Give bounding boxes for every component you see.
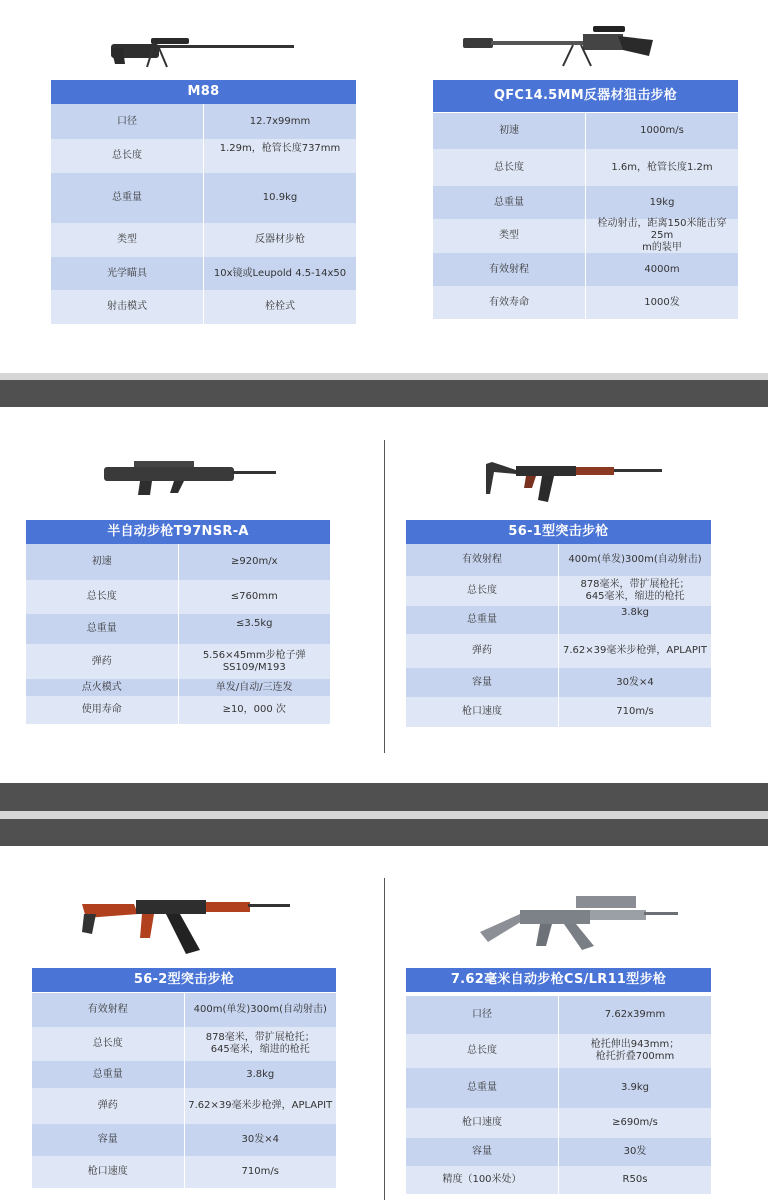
spec-label: 类型 <box>433 219 586 253</box>
table-row <box>32 1027 336 1061</box>
spec-label: 弹药 <box>26 644 179 679</box>
table-row <box>406 668 711 697</box>
table-row <box>51 104 356 139</box>
weapon-card-cs-lr11 <box>406 884 711 1194</box>
table-row <box>406 576 711 606</box>
spec-value: 710m/s <box>241 1166 279 1177</box>
spec-value: 栓动射击，距离150米能击穿25m m的装甲 <box>597 218 727 253</box>
section-divider-top-dark <box>0 380 768 407</box>
spec-label: 光学瞄具 <box>51 257 204 290</box>
spec-value: 栓栓式 <box>265 301 295 312</box>
spec-label: 总长度 <box>406 576 559 606</box>
table-row <box>433 149 738 186</box>
spec-label: 口径 <box>406 996 559 1034</box>
anti-material-rifle-image <box>463 26 653 70</box>
spec-label: 射击模式 <box>51 290 204 324</box>
card-title: 半自动步枪T97NSR-A <box>26 520 330 544</box>
section-divider-mid-dark-2 <box>0 819 768 846</box>
table-row <box>406 1108 711 1138</box>
table-row <box>406 544 711 576</box>
spec-value: 3.8kg <box>246 1068 275 1080</box>
spec-value: ≥690m/s <box>612 1117 658 1128</box>
table-row <box>26 544 330 580</box>
weapon-card-qfc145 <box>433 20 738 320</box>
spec-label: 总长度 <box>433 149 586 186</box>
spec-value: 1.6m，枪管长度1.2m <box>611 161 713 173</box>
spec-label: 总重量 <box>406 606 559 634</box>
spec-value: 单发/自动/三连发 <box>215 681 293 693</box>
weapon-card-56-1 <box>406 450 711 727</box>
spec-label: 有效寿命 <box>433 286 586 319</box>
table-row <box>32 1156 336 1188</box>
spec-value: 878毫米，带扩展枪托； 645毫米，缩进的枪托 <box>205 1032 315 1055</box>
spec-value: 10x镜或Leupold 4.5-14x50 <box>213 267 347 279</box>
spec-value: 反器材步枪 <box>255 234 305 245</box>
card-title: 56-1型突击步枪 <box>406 520 711 544</box>
spec-value: 400m(单发)300m(自动射击) <box>193 1004 327 1015</box>
spec-value: 30发 <box>623 1146 647 1157</box>
table-row <box>51 257 356 290</box>
weapon-card-t97nsr-a <box>26 455 330 727</box>
spec-label: 弹药 <box>406 634 559 668</box>
table-row <box>32 1124 336 1156</box>
card-title: QFC14.5MM反器材狙击步枪 <box>433 80 738 112</box>
table-row <box>32 993 336 1027</box>
section-divider-top-light <box>0 373 768 380</box>
table-row <box>433 253 738 286</box>
section-divider-mid-light <box>0 811 768 819</box>
spec-value: 878毫米，带扩展枪托； 645毫米，缩进的枪托 <box>580 579 690 602</box>
spec-label: 弹药 <box>32 1088 185 1124</box>
spec-label: 枪口速度 <box>32 1156 185 1188</box>
table-row <box>32 1061 336 1088</box>
spec-value: ≤760mm <box>230 591 278 602</box>
table-row <box>433 219 738 253</box>
semi-auto-rifle-image <box>104 457 276 497</box>
spec-value: 4000m <box>644 263 680 275</box>
column-divider <box>384 878 385 1200</box>
spec-value: 3.9kg <box>620 1082 650 1093</box>
table-row <box>51 173 356 223</box>
table-row <box>26 644 330 679</box>
spec-label: 总长度 <box>32 1027 185 1061</box>
spec-label: 总长度 <box>26 580 179 614</box>
table-row <box>51 290 356 324</box>
table-row <box>26 580 330 614</box>
spec-value: 12.7x99mm <box>249 115 311 127</box>
spec-label: 精度（100米处） <box>406 1166 559 1194</box>
table-row <box>406 634 711 668</box>
spec-value: ≥920m/x <box>231 556 278 567</box>
spec-value: 1000发 <box>644 296 680 308</box>
sniper-rifle-image <box>111 34 296 68</box>
spec-label: 类型 <box>51 223 204 257</box>
spec-value: 1.29m，枪管长度737mm <box>219 143 341 154</box>
card-title: 56-2型突击步枪 <box>32 968 336 992</box>
table-row <box>406 996 711 1034</box>
table-row <box>26 679 330 696</box>
table-row <box>406 606 711 634</box>
spec-label: 枪口速度 <box>406 697 559 727</box>
spec-value: 枪托伸出943mm； 枪托折叠700mm <box>590 1039 680 1062</box>
weapon-card-m88 <box>51 20 356 325</box>
table-row <box>51 139 356 173</box>
spec-value: 400m(单发)300m(自动射击) <box>568 554 702 565</box>
spec-label: 初速 <box>433 113 586 149</box>
spec-value: 10.9kg <box>262 192 298 203</box>
spec-label: 总重量 <box>406 1068 559 1108</box>
spec-label: 总重量 <box>51 173 204 223</box>
table-row <box>406 1138 711 1166</box>
table-row <box>433 286 738 319</box>
table-row <box>433 186 738 219</box>
spec-value: 710m/s <box>616 706 654 717</box>
table-row <box>32 1088 336 1124</box>
spec-value: R50s <box>622 1174 648 1185</box>
table-row <box>406 1068 711 1108</box>
cs-lr11-rifle-image <box>480 888 678 952</box>
spec-label: 初速 <box>26 544 179 580</box>
spec-label: 总长度 <box>51 139 204 173</box>
spec-value: 5.56×45mm步枪子弹SS109/M193 <box>202 649 306 673</box>
section-divider-mid-dark-1 <box>0 783 768 811</box>
spec-label: 总重量 <box>433 186 586 219</box>
table-row <box>406 1166 711 1194</box>
table-row <box>406 1034 711 1068</box>
card-title: 7.62毫米自动步枪CS/LR11型步枪 <box>406 968 711 992</box>
weapon-card-56-2 <box>32 880 336 1190</box>
spec-label: 容量 <box>406 668 559 697</box>
spec-label: 总重量 <box>32 1061 185 1088</box>
assault-rifle-56-1-image <box>486 454 666 506</box>
spec-value: 1000m/s <box>640 125 684 136</box>
spec-value: ≤3.5kg <box>236 618 273 629</box>
table-row <box>26 614 330 644</box>
spec-value: 3.8kg <box>620 607 650 618</box>
table-row <box>26 696 330 724</box>
spec-label: 容量 <box>406 1138 559 1166</box>
spec-label: 有效射程 <box>406 544 559 576</box>
spec-label: 容量 <box>32 1124 185 1156</box>
spec-value: 19kg <box>649 196 675 208</box>
spec-label: 总重量 <box>26 614 179 644</box>
spec-label: 口径 <box>51 104 204 139</box>
assault-rifle-56-2-image <box>82 884 292 956</box>
table-row <box>51 223 356 257</box>
spec-label: 枪口速度 <box>406 1108 559 1138</box>
spec-label: 有效射程 <box>32 993 185 1027</box>
spec-value: 7.62×39毫米步枪弹，APLAPIT <box>563 645 707 656</box>
spec-value: ≥10，000 次 <box>222 704 286 715</box>
spec-label: 有效射程 <box>433 253 586 286</box>
spec-value: 30发×4 <box>241 1134 279 1145</box>
column-divider <box>384 440 385 753</box>
card-title: M88 <box>51 80 356 104</box>
spec-value: 30发×4 <box>616 676 654 688</box>
table-row <box>406 697 711 727</box>
spec-value: 7.62×39毫米步枪弹，APLAPIT <box>188 1100 333 1111</box>
spec-label: 使用寿命 <box>26 696 179 724</box>
spec-label: 点火模式 <box>26 679 179 696</box>
spec-label: 总长度 <box>406 1034 559 1068</box>
table-row <box>433 113 738 149</box>
spec-value: 7.62x39mm <box>604 1009 666 1020</box>
